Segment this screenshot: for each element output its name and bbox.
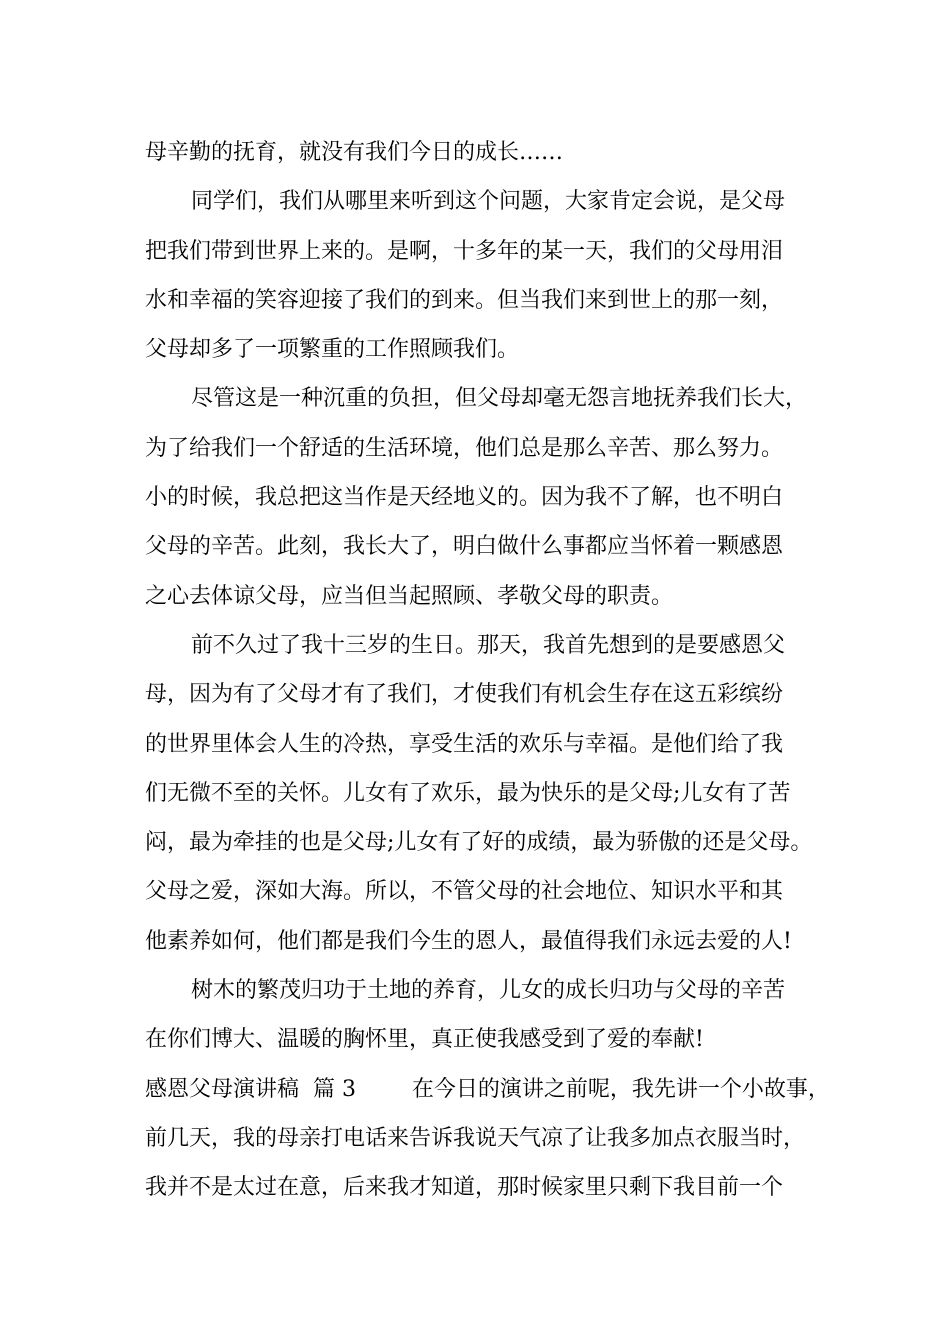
text-line: 的世界里体会人生的冷热，享受生活的欢乐与幸福。是他们给了我 (145, 731, 784, 757)
text-line: 前几天，我的母亲打电话来告诉我说天气凉了让我多加点衣服当时， (145, 1125, 806, 1151)
text-line: 为了给我们一个舒适的生活环境，他们总是那么辛苦、那么努力。 (145, 435, 784, 461)
text-line: 母，因为有了父母才有了我们，才使我们有机会生存在这五彩缤纷 (145, 682, 784, 708)
text-line: 把我们带到世界上来的。是啊，十多年的某一天，我们的父母用泪 (145, 238, 784, 264)
text-line: 小的时候，我总把这当作是天经地义的。因为我不了解，也不明白 (145, 485, 784, 511)
text-line: 树木的繁茂归功于土地的养育，儿女的成长归功与父母的辛苦 (191, 978, 786, 1004)
text-line: 父母之爱，深如大海。所以，不管父母的社会地位、知识水平和其 (145, 879, 784, 905)
text-line: 他素养如何，他们都是我们今生的恩人，最值得我们永远去爱的人! (145, 928, 792, 954)
text-line: 父母却多了一项繁重的工作照顾我们。 (145, 337, 520, 363)
text-line: 之心去体谅父母，应当但当起照顾、孝敬父母的职责。 (145, 583, 674, 609)
text-line: 同学们，我们从哪里来听到这个问题，大家肯定会说，是父母 (191, 189, 786, 215)
document-body (145, 128, 835, 1213)
text-line: 们无微不至的关怀。儿女有了欢乐，最为快乐的是父母;儿女有了苦 (145, 780, 791, 806)
text-line: 我并不是太过在意，后来我才知道，那时候家里只剩下我目前一个 (145, 1175, 784, 1201)
text-line: 尽管这是一种沉重的负担，但父母却毫无怨言地抚养我们长大， (191, 386, 808, 412)
text-line: 父母的辛苦。此刻，我长大了，明白做什么事都应当怀着一颗感恩 (145, 534, 784, 560)
section-heading-line: 感恩父母演讲稿 篇 3 在今日的演讲之前呢，我先讲一个小故事， (145, 1076, 830, 1102)
text-line: 母辛勤的抚育，就没有我们今日的成长…… (145, 140, 564, 165)
text-line: 在你们博大、温暖的胸怀里，真正使我感受到了爱的奉献! (145, 1027, 704, 1053)
text-line: 闷，最为牵挂的也是父母;儿女有了好的成绩，最为骄傲的还是父母。 (145, 830, 813, 856)
text-line: 前不久过了我十三岁的生日。那天，我首先想到的是要感恩父 (191, 632, 786, 658)
text-line: 水和幸福的笑容迎接了我们的到来。但当我们来到世上的那一刻， (145, 287, 784, 313)
